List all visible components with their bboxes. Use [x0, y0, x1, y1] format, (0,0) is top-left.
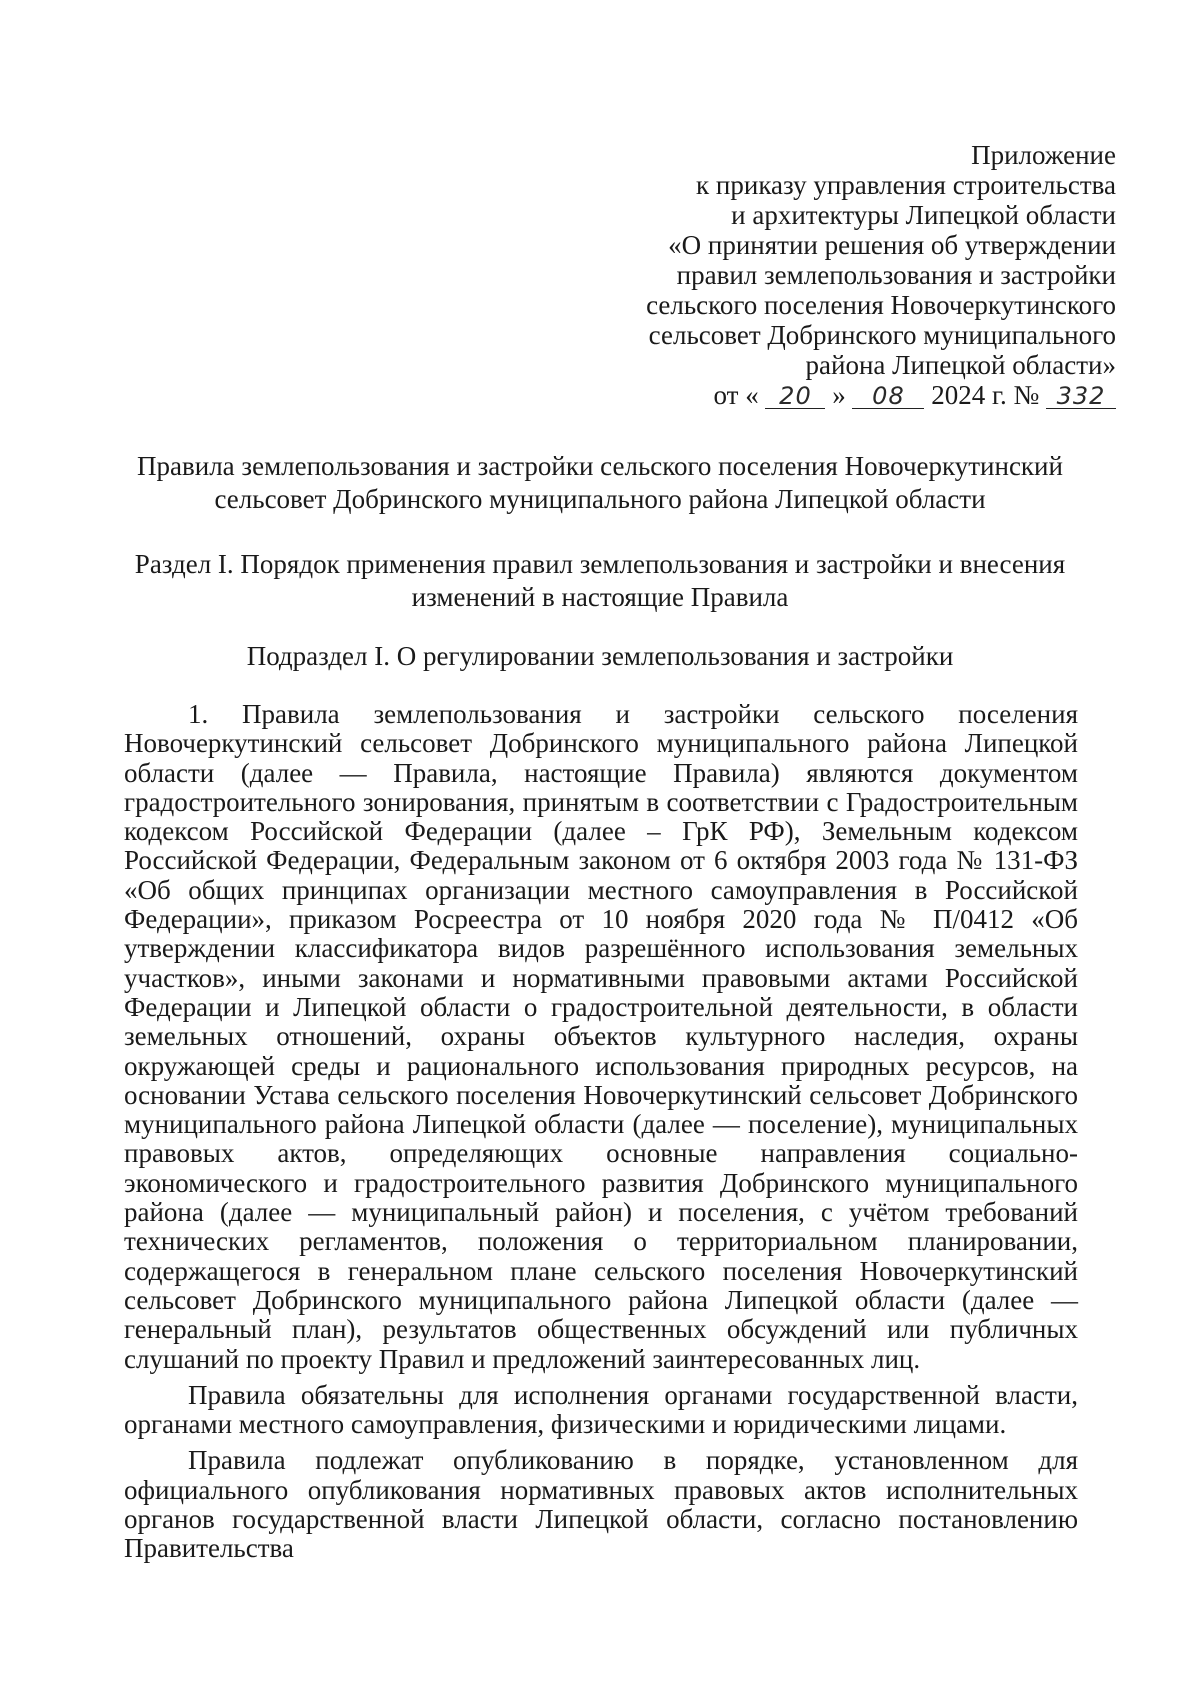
subsection-heading: Подраздел I. О регулировании землепользования и застройки: [246, 641, 954, 671]
date-month-handwritten: 08: [852, 384, 924, 409]
section-heading: Раздел I. Порядок применения правил землепользования и застройки и внесения изменений в настоящие Правила: [134, 549, 1066, 612]
appendix-line: и архитектуры Липецкой области: [731, 200, 1116, 230]
appendix-line: сельского поселения Новочеркутинского: [646, 290, 1116, 320]
body-paragraph: Правила подлежат опубликованию в порядке, установленном для официального опубликования нормативных правовых актов исполнительных органов государственной власти Липецкой области, согласно постановлению Правительства: [124, 1445, 1078, 1564]
date-year: 2024 г. №: [931, 380, 1040, 410]
order-number-handwritten: 332: [1046, 384, 1116, 409]
body-paragraph: 1. Правила землепользования и застройки сельского поселения Новочеркутинский сельсовет Добринского муниципального района Липецкой области (далее — Правила, настоящие Правила) являются документом градостроительного зонирования, принятым в соответствии с Градостроительным кодексом Российской Федерации (далее – ГрК РФ), Земельным кодексом Российской Федерации, Федеральным законом от 6 октября 2003 года № 131-ФЗ «Об общих принципах организации местного самоуправления в Российской Федерации», приказом Росреестра от 10 ноября 2020 года № П/0412 «Об утверждении классификатора видов разрешённого использования земельных участков», иными законами и нормативными правовыми актами Российской Федерации и Липецкой области о градостроительной деятельности, в области земельных отношений, охраны объектов культурного наследия, охраны окружающей среды и рационального использования природных ресурсов, на основании Устава сельского поселения Новочеркутинский сельсовет Добринского муниципального района Липецкой области (далее — поселение), муниципальных правовых актов, определяющих основные направления социально-экономического и градостроительного развития Добринского муниципального района (далее — муниципальный район) и поселения, с учётом требований технических регламентов, положения о территориальном планировании, содержащегося в генеральном плане сельского поселения Новочеркутинский сельсовет Добринского муниципального района Липецкой области (далее — генеральный план), результатов общественных обсуждений или публичных слушаний по проекту Правил и предложений заинтересованных лиц.: [124, 699, 1078, 1374]
body-paragraph: Правила обязательны для исполнения органами государственной власти, органами местного самоуправления, физическими и юридическими лицами.: [124, 1379, 1078, 1440]
document-title: Правила землепользования и застройки сельского поселения Новочеркутинский сельсовет Добринского муниципального района Липецкой области: [137, 451, 1063, 514]
appendix-line: правил землепользования и застройки: [676, 260, 1116, 290]
appendix-line: района Липецкой области»: [805, 350, 1116, 380]
document-body: [124, 700, 1078, 1564]
appendix-line: к приказу управления строительства: [696, 170, 1116, 200]
appendix-line: Приложение: [971, 140, 1116, 170]
appendix-line: «О принятии решения об утверждении: [668, 230, 1116, 260]
appendix-block: [556, 140, 1116, 410]
appendix-line: сельсовет Добринского муниципального: [648, 320, 1116, 350]
date-day-handwritten: 20: [765, 384, 825, 409]
date-prefix: от «: [713, 380, 759, 410]
date-mid: »: [832, 380, 846, 410]
order-date-line: [556, 380, 1116, 410]
